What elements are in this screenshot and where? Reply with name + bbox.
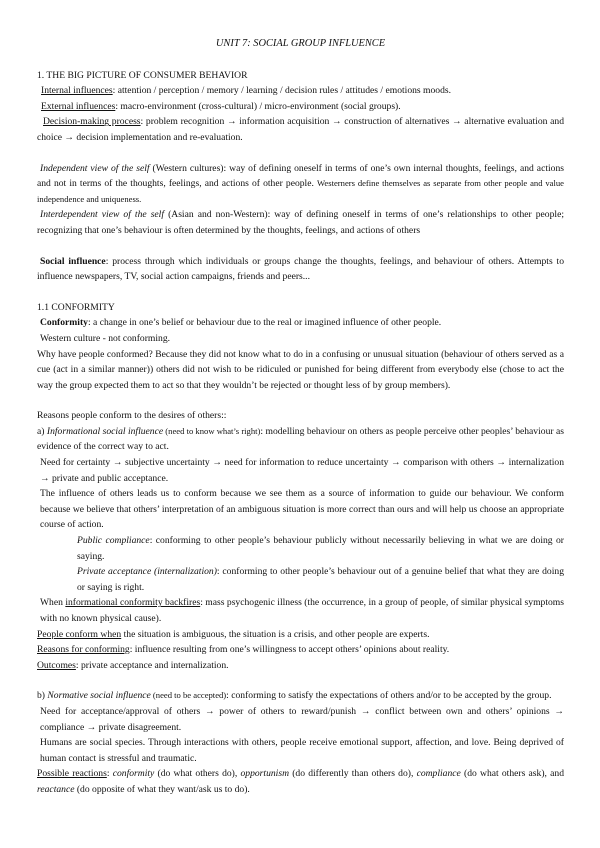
conform-when-term: People conform when xyxy=(37,628,122,640)
influence-of-others-paragraph: The influence of others leads us to conform because we see them as a source of information to guide our behaviour. We conform because we believe that others’ interpretation of an ambiguous situation is more correct than ours and will help us choose an appropriate course of action. xyxy=(40,488,564,531)
possible-reactions-term: Possible reactions xyxy=(37,768,107,780)
informational-influence-term: Informational social influence xyxy=(46,425,164,437)
decision-making-paragraph: Decision-making process: problem recognition → information acquisition → construction of alternatives → alternative evaluation and choice → decision implementation and re-evaluation. xyxy=(37,116,564,143)
why-conformed-paragraph: Why have people conformed? Because they did not know what to do in a confusing or unusual situation (behaviour of others served as a cue (act in a similar manner)) others did not wish to be ridiculed or punished for being different from everybody else (chose to act the way the group expected them to act so that they wouldn’t be rejected or thought less of by group members). xyxy=(37,348,564,391)
section-1-heading: 1. THE BIG PICTURE OF CONSUMER BEHAVIOR xyxy=(37,69,248,81)
interdependent-view-term: Interdependent view of the self xyxy=(40,209,165,221)
backfires-term: informational conformity backfires xyxy=(65,597,201,609)
decision-making-term: Decision-making process xyxy=(43,116,141,128)
normative-influence-paragraph: b) Normative social influence (need to be accepted): conforming to satisfy the expectations of others and/or to be accepted by the group. xyxy=(37,690,552,702)
private-acceptance-paragraph: Private acceptance (internalization): conforming to other people’s behaviour out of a genuine belief that what they are doing or saying is right. xyxy=(77,566,564,593)
outcomes-paragraph: Outcomes: private acceptance and internalization. xyxy=(37,659,229,671)
public-compliance-term: Public compliance xyxy=(77,535,150,547)
internal-influences-paragraph: Internal influences: attention / perception / memory / learning / decision rules / attitudes / emotions moods. xyxy=(41,85,452,97)
social-influence-term: Social influence xyxy=(40,255,106,267)
reasons-heading: Reasons people conform to the desires of others:: xyxy=(37,410,227,422)
social-influence-paragraph: Social influence: process through which individuals or groups change the thoughts, feelings, and behaviour of others. Attempts to influence newspapers, TV, social action campaigns, friends and peers... xyxy=(37,255,564,283)
possible-reactions-paragraph: Possible reactions: conformity (do what others do), opportunism (do differently than others do), compliance (do what others ask), and reactance (do opposite of what they want/ask us to do). xyxy=(37,768,565,795)
humans-social-paragraph: Humans are social species. Through interactions with others, people receive emotional support, affection, and love. Being deprived of human contact is stressful and traumatic. xyxy=(40,737,564,764)
public-compliance-paragraph: Public compliance: conforming to other people’s behaviour publicly without necessarily believing in what we are doing or saying. xyxy=(77,535,564,562)
conformity-term: Conformity xyxy=(40,317,88,329)
document-title: UNIT 7: SOCIAL GROUP INFLUENCE xyxy=(215,38,386,49)
need-for-acceptance-paragraph: Need for acceptance/approval of others → power of others to reward/punish → conflict between own and others’ opinions → compliance → private disagreement. xyxy=(40,705,564,733)
reasons-for-conforming-paragraph: Reasons for conforming: influence resulting from one’s willingness to accept others’ opinions about reality. xyxy=(37,644,450,656)
independent-view-paragraph: Independent view of the self (Western cultures): way of defining oneself in terms of one’s own internal thoughts, feelings, and actions and not in terms of the thoughts, feelings, and actions of other people. Westerners define themselves as separate from other people and value independence and uniqueness. xyxy=(37,162,564,204)
independent-view-term: Independent view of the self xyxy=(40,162,150,174)
informational-influence-paragraph: a) Informational social influence (need to know what’s right): modelling behaviour on others as people perceive other peoples’ behaviour as evidence of the correct way to act. xyxy=(37,425,564,453)
section-1-1-heading: 1.1 CONFORMITY xyxy=(37,301,115,313)
internal-influences-term: Internal influences xyxy=(41,85,113,97)
external-influences-paragraph: External influences: macro-environment (cross-cultural) / micro-environment (social groups). xyxy=(41,100,401,112)
backfires-paragraph: When informational conformity backfires: mass psychogenic illness (the occurrence, in a group of people, of similar physical symptoms with no known physical cause). xyxy=(40,597,564,624)
private-acceptance-term: Private acceptance (internalization) xyxy=(77,566,217,578)
normative-influence-term: Normative social influence xyxy=(47,690,151,702)
external-influences-term: External influences xyxy=(41,100,116,112)
western-culture-line: Western culture - not conforming. xyxy=(40,332,171,344)
reasons-for-conforming-term: Reasons for conforming xyxy=(37,644,130,656)
need-for-certainty-paragraph: Need for certainty → subjective uncertainty → need for information to reduce uncertainty → comparison with others → internalization → private and public acceptance. xyxy=(40,457,564,484)
conformity-definition-paragraph: Conformity: a change in one’s belief or behaviour due to the real or imagined influence of other people. xyxy=(40,317,442,329)
interdependent-view-paragraph: Interdependent view of the self (Asian and non-Western): way of defining oneself in terms of one’s relationships to other people; recognizing that one’s behaviour is often determined by the thoughts, feelings, and actions of others xyxy=(37,209,564,236)
conform-when-paragraph: People conform when the situation is ambiguous, the situation is a crisis, and other people are experts. xyxy=(37,628,430,640)
outcomes-term: Outcomes xyxy=(37,659,76,671)
